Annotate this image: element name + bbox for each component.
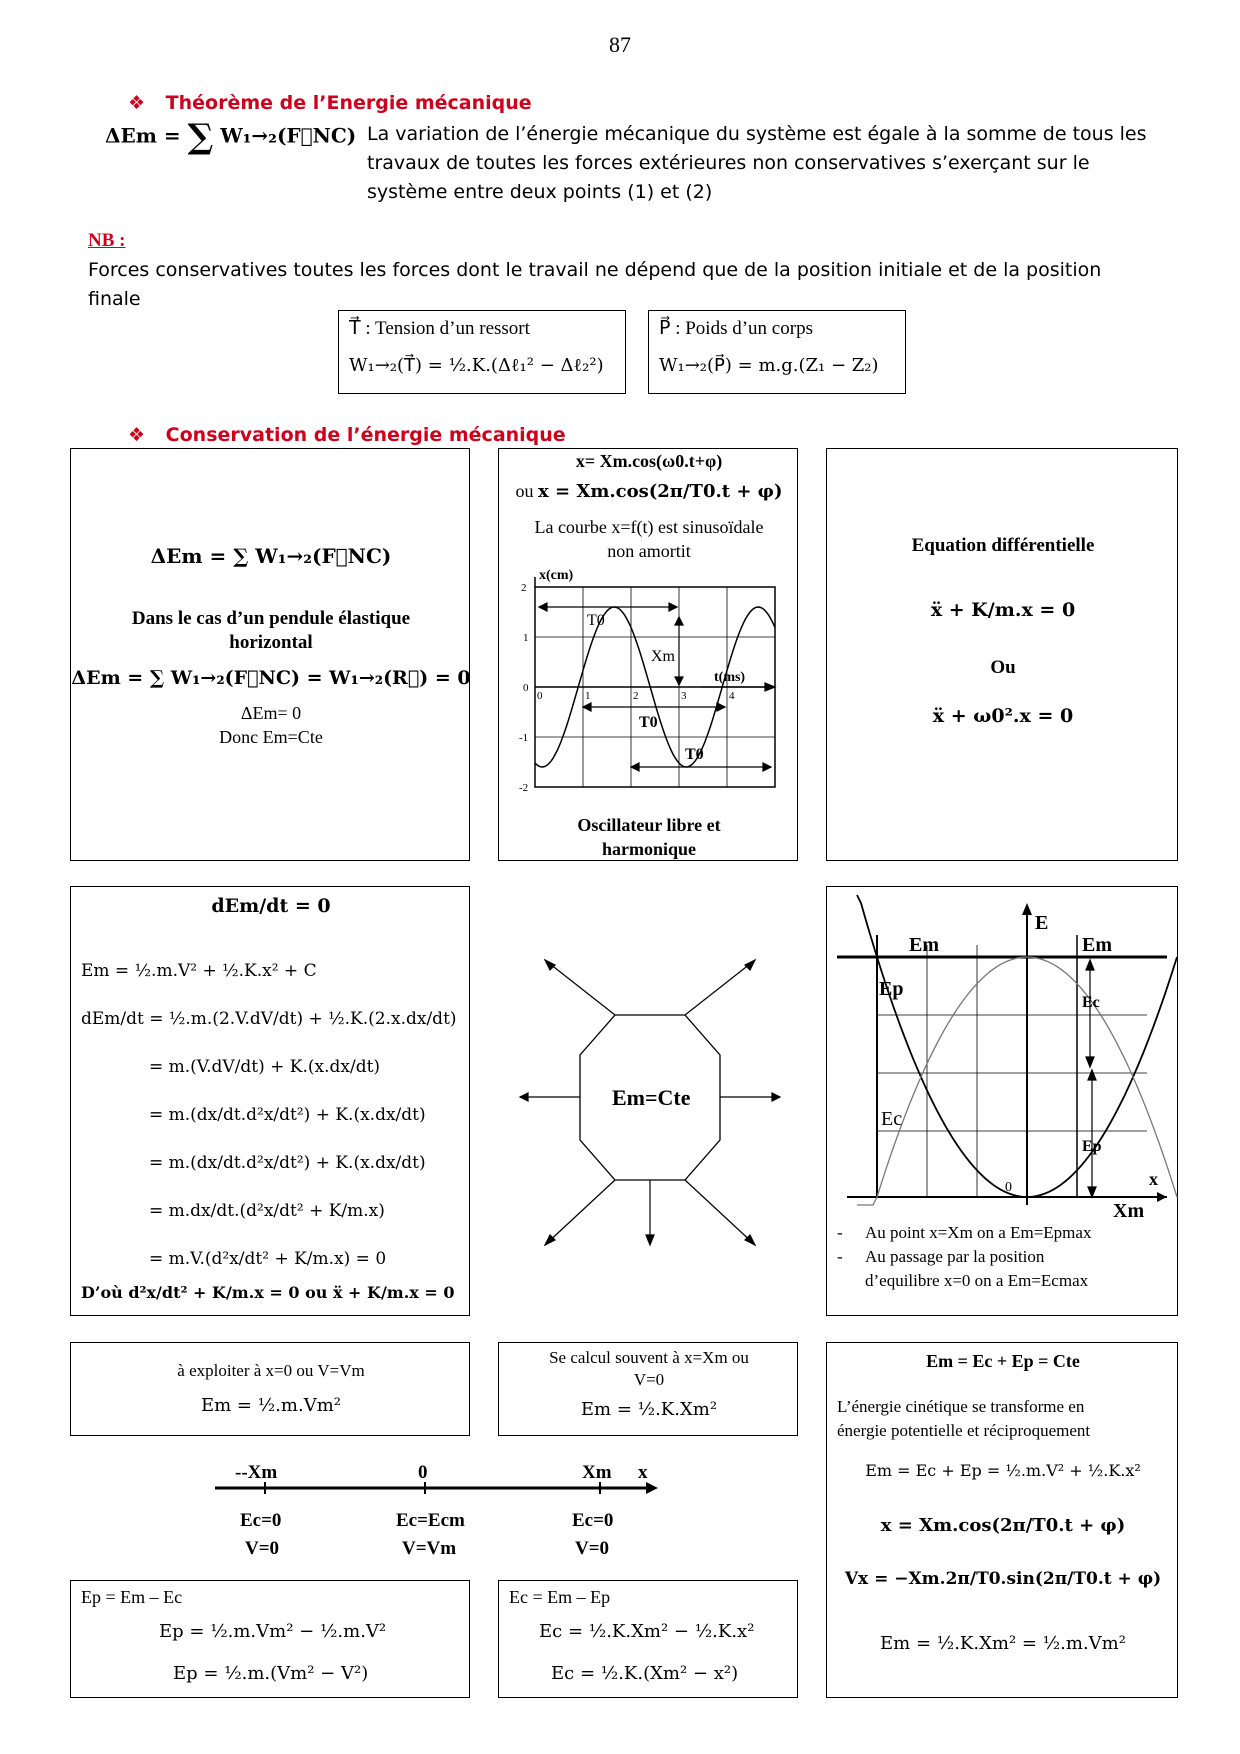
box-derivation: dEm/dt = 0 Em = ½.m.V² + ½.K.x² + C dEm/dt = ½.m.(2.V.dV/dt) + ½.K.(2.x.dx/dt) = m.(V.dV/dt) + K.(x.dx/dt) = m.(dx/dt.d²x/dt²) + K.(x.dx/dt) = m.(dx/dt.d²x/dt²) + K.(x.dx/dt) = m.dx/dt.(d²x/dt² + K/m.x) = m.V.(d²x/dt² + K/m.x) = 0 D’où d²x/dt² + K/m.x = 0 ou ẍ + K/m.x = 0 [70,886,470,1316]
svg-text:Ec: Ec [1082,994,1100,1011]
position-axis [210,1460,660,1570]
svg-text:Ec=Ecm: Ec=Ecm [396,1510,465,1531]
tension-box: T⃗ : Tension d’un ressort W₁→₂(T⃗) = ½.K.(Δℓ₁² − Δℓ₂²) [338,310,626,394]
bullet-icon: ❖ [128,92,146,114]
graph-amplitude: Xm [651,648,675,665]
svg-text:E: E [1035,912,1049,934]
em-constant-label: Em=Cte [612,1085,691,1110]
svg-text:4: 4 [729,690,735,702]
svg-text:--Xm: --Xm [235,1462,278,1483]
sine-graph [519,567,779,797]
box-energy-graph [826,886,1178,1316]
svg-text:x: x [1149,1169,1158,1189]
box-pendulum: ΔEm = ∑ W₁→₂(F⃗NC) Dans le cas d’un pendule élastique horizontal ΔEm = ∑ W₁→₂(F⃗NC) = W₁→₂(R⃗) = 0 ΔEm= 0 Donc Em=Cte [70,448,470,861]
box-ep-formula: Ep = Em – Ec Ep = ½.m.Vm² − ½.m.V² Ep = ½.m.(Vm² − V²) [70,1580,470,1698]
svg-text:Xm: Xm [1113,1200,1145,1222]
svg-text:2: 2 [521,582,527,594]
weight-box: P⃗ : Poids d’un corps W₁→₂(P⃗) = m.g.(Z₁ − Z₂) [648,310,906,394]
svg-text:3: 3 [681,690,687,702]
energy-notes: - Au point x=Xm on a Em=Epmax - Au passage par la position d’equilibre x=0 on a Em=Ecmax [837,1223,1092,1290]
theorem-formula: ΔEm = ∑ W₁→₂(F⃗NC) [105,117,357,157]
box-ec-formula: Ec = Em – Ep Ec = ½.K.Xm² − ½.K.x² Ec = ½.K.(Xm² − x²) [498,1580,798,1698]
graph-period-1: T0 [587,612,605,629]
svg-text:1: 1 [585,690,591,702]
page-number: 87 [609,32,631,57]
graph-y-label: x(cm) [539,568,574,583]
box-diff-equation: Equation différentielle ẍ + K/m.x = 0 Ou ẍ + ω0².x = 0 [826,448,1178,861]
svg-text:1: 1 [523,632,529,644]
svg-text:0: 0 [1005,1180,1012,1195]
box-summary: Em = Ec + Ep = Cte L’énergie cinétique se transforme en énergie potentielle et réciproquement Em = Ec + Ep = ½.m.V² + ½.K.x² x = Xm.cos(2π/T0.t + φ) Vx = −Xm.2π/T0.sin(2π/T0.t + φ) Em = ½.K.Xm² = ½.m.Vm² [826,1342,1178,1698]
bullet-icon: ❖ [128,424,146,446]
svg-text:V=Vm: V=Vm [402,1538,457,1559]
svg-text:Xm: Xm [582,1462,612,1483]
svg-text:V=0: V=0 [245,1538,280,1559]
svg-text:-2: -2 [519,782,529,794]
svg-text:x: x [638,1462,648,1483]
svg-text:Em: Em [909,934,939,956]
svg-text:Ep: Ep [1082,1138,1102,1155]
svg-text:Ec: Ec [881,1108,903,1130]
graph-period-2: T0 [639,714,658,731]
box-em-potential: Se calcul souvent à x=Xm ou V=0 Em = ½.K.Xm² [498,1342,798,1436]
theorem-text: La variation de l’énergie mécanique du système est égale à la somme de tous les travaux de toutes les forces extérieures non conservatives s’exerçant sur le système entre deux points (1) et (2) [367,123,1147,203]
svg-text:0: 0 [523,682,529,694]
svg-text:V=0: V=0 [575,1538,610,1559]
nb-label: NB : [88,230,126,251]
section-title-conservation: ❖ Conservation de l’énergie mécanique [128,424,566,446]
svg-text:Ep: Ep [879,978,904,1000]
svg-text:2: 2 [633,690,639,702]
svg-text:-1: -1 [519,732,529,744]
em-constant-diagram [520,955,780,1255]
nb-text: Forces conservatives toutes les forces dont le travail ne dépend que de la position initiale et de la position finale [88,259,1102,310]
svg-text:0: 0 [418,1462,428,1483]
svg-text:Ec=0: Ec=0 [240,1510,282,1531]
section-title-theorem: ❖ Théorème de l’Energie mécanique [128,92,532,114]
svg-text:0: 0 [537,690,543,702]
graph-t-label: t(ms) [714,670,746,685]
svg-text:Ec=0: Ec=0 [572,1510,614,1531]
energy-graph [837,895,1167,1222]
box-oscillator: x= Xm.cos(ω0.t+φ) ou x = Xm.cos(2π/T0.t + φ) La courbe x=f(t) est sinusoïdale non amortit x(cm) t(ms) T0 T0 T0 Xm 2 1 0 -1 -2 0 1 2 3 4 Oscillateur libre et harmonique [498,448,798,861]
sum-icon: ∑ [187,117,214,157]
svg-text:Em: Em [1082,934,1112,956]
box-em-kinetic: à exploiter à x=0 ou V=Vm Em = ½.m.Vm² [70,1342,470,1436]
graph-period-3: T0 [685,746,704,763]
